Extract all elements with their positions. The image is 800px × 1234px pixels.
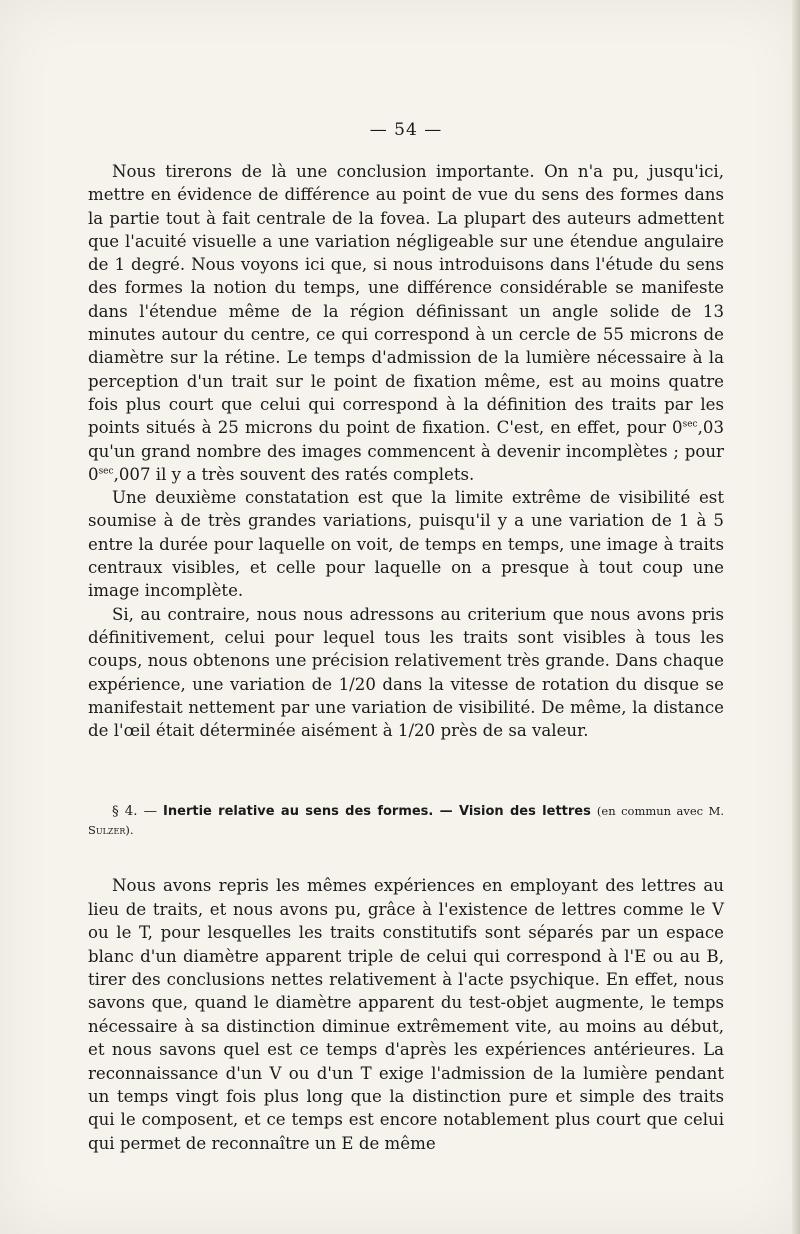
paragraph-1-end: ,007 il y a très souvent des ratés complets.: [113, 464, 475, 484]
paragraph-1-mid: ,03 qu'un grand nombre des images commencent à devenir incomplètes ; pour 0: [88, 418, 724, 484]
section-title: Inertie relative au sens des formes. — Vision des lettres: [163, 804, 591, 820]
page-edge-shadow: [792, 0, 800, 1234]
section-note-open: (en commun avec M.: [596, 804, 724, 819]
page-number: — 54 —: [369, 120, 443, 140]
superscript-sec-2: sec: [98, 466, 114, 477]
paragraph-1-text: Nous tirerons de là une conclusion importante. On n'a pu, jusqu'ici, mettre en évidence de différence au point de vue du sens des formes dans la partie tout à fait centrale de la fovea. La plupart des auteurs admettent que l'acuité visuelle a une variation négligeable sur une étendue angulaire de 1 degré. Nous voyons ici que, si nous introduisons dans l'étude du sens des formes la notion du temps, une différence considérable se manifeste dans l'étendue même de la région définissant un angle solide de 13 minutes autour du centre, ce qui correspond à un cercle de 55 microns de diamètre sur la rétine. Le temps d'admission de la lumière nécessaire à la perception d'un trait sur le point de fixation même, est au moins quatre fois plus court que celui qui correspond à la définition des traits par les points situés à 25 microns du point de fixation. C'est, en effet, pour 0: [88, 162, 724, 438]
section-number: § 4. —: [112, 804, 157, 820]
paragraph-2: Une deuxième constatation est que la limite extrême de visibilité est soumise à de très grandes variations, puisqu'il y a une variation de 1 à 5 entre la durée pour laquelle on voit, de temps en temps, une image à traits centraux visibles, et celle pour laquelle on a presque à tout coup une image incomplète.: [88, 488, 724, 601]
paragraph-1: [88, 160, 724, 486]
page-content: [88, 120, 724, 1155]
section-heading: [88, 802, 724, 840]
paragraph-4: Nous avons repris les mêmes expériences en employant des lettres au lieu de traits, et nous avons pu, grâce à l'existence de lettres comme le V ou le T, pour lesquelles les traits constitutifs sont séparés par un espace blanc d'un diamètre apparent triple de celui qui correspond à l'E ou au B, tirer des conclusions nettes relativement à l'acte psychique. En effet, nous savons que, quand le diamètre apparent du test-objet augmente, le temps nécessaire à sa distinction diminue extrêmement vite, au moins au début, et nous savons quel est ce temps d'après les expériences antérieures. La reconnaissance d'un V ou d'un T exige l'admission de la lumière pendant un temps vingt fois plus long que la distinction pure et simple des traits qui le composent, et ce temps est encore notablement plus court que celui qui permet de reconnaître un E de même: [88, 876, 724, 1153]
paragraph-3: Si, au contraire, nous nous adressons au criterium que nous avons pris définitivement, celui pour lequel tous les traits sont visibles à tous les coups, nous obtenons une précision relativement très grande. Dans chaque expérience, une variation de 1/20 dans la vitesse de rotation du disque se manifestait nettement par une variation de visibilité. De même, la distance de l'œil était déterminée aisément à 1/20 près de sa valeur.: [88, 604, 724, 741]
section-note-close: ).: [125, 823, 134, 838]
superscript-sec-1: sec: [682, 419, 698, 430]
section-note-name: Sulzer: [88, 823, 126, 838]
